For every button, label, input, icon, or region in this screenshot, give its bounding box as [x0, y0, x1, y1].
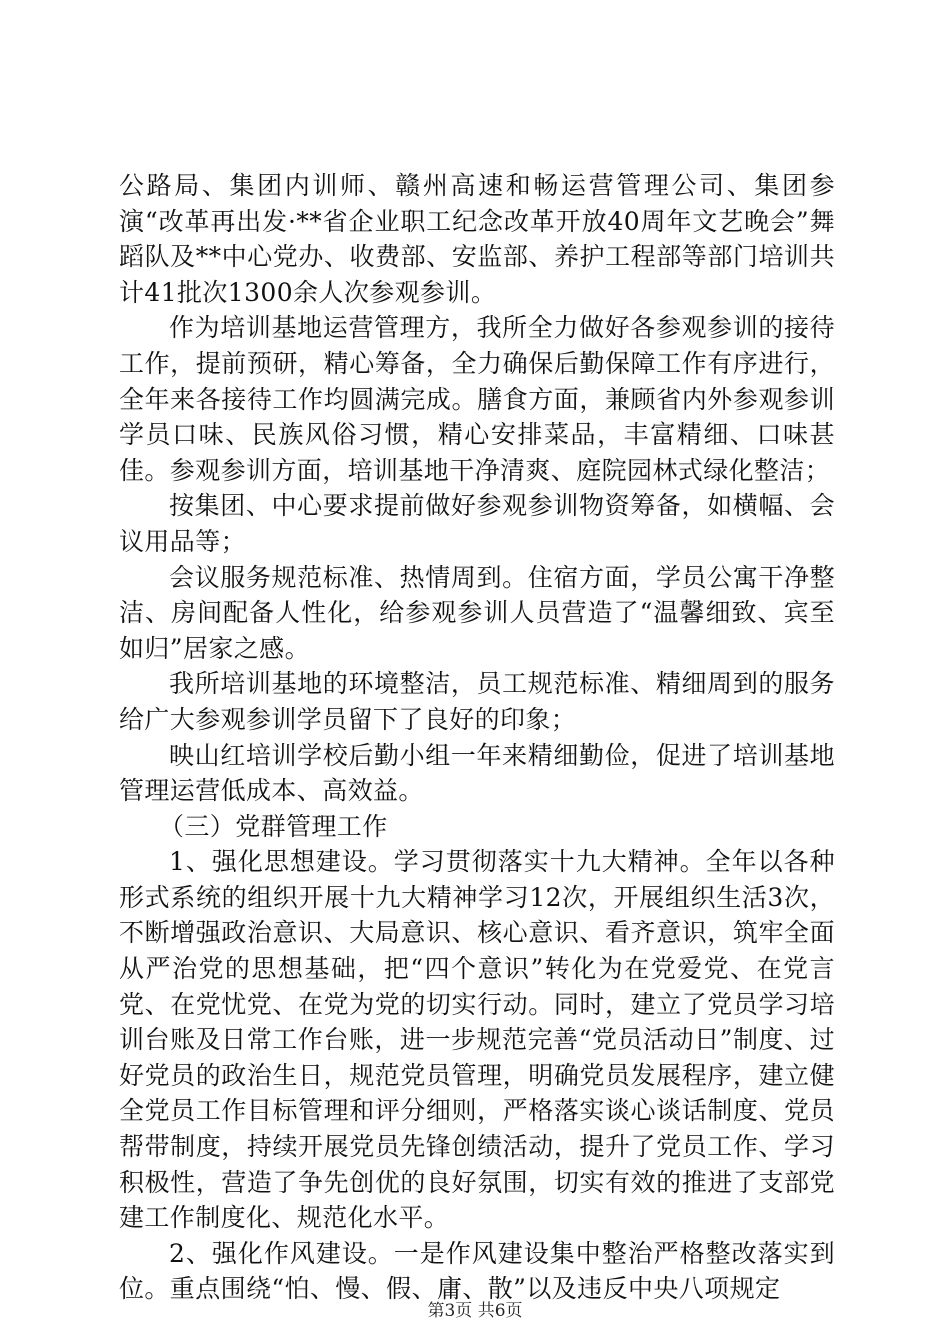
- page-number-footer: 第3页 共6页: [427, 1301, 523, 1321]
- paragraph-impression: 我所培训基地的环境整洁，员工规范标准、精细周到的服务给广大参观参训学员留下了良好的印象；: [119, 669, 835, 734]
- document-body: [119, 168, 835, 1307]
- paragraph-logistics-team: 映山红培训学校后勤小组一年来精细勤俭，促进了培训基地管理运营低成本、高效益。: [119, 740, 835, 806]
- paragraph-meeting-service: 会议服务规范标准、热情周到。住宿方面，学员公寓干净整洁、房间配备人性化，给参观参训人员营造了“温馨细致、宾至如归”居家之感。: [119, 562, 835, 663]
- paragraph-materials: 按集团、中心要求提前做好参观参训物资筹备，如横幅、会议用品等；: [119, 491, 835, 556]
- paragraph-work-style: 2、强化作风建设。一是作风建设集中整治严格整改落实到位。重点围绕“怕、慢、假、庸、散”以及违反中央八项规定: [119, 1238, 835, 1304]
- paragraph-ideology: 1、强化思想建设。学习贯彻落实十九大精神。全年以各种形式系统的组织开展十九大精神学习12次，开展组织生活3次，不断增强政治意识、大局意识、核心意识、看齐意识，筑牢全面从严治党的思想基础，把“四个意识”转化为在党爱党、在党言党、在党忧党、在党为党的切实行动。同时，建立了党员学习培训台账及日常工作台账，进一步规范完善“党员活动日”制度、过好党员的政治生日，规范党员管理，明确党员发展程序，建立健全党员工作目标管理和评分细则，严格落实谈心谈话制度、党员帮带制度，持续开展党员先锋创绩活动，提升了党员工作、学习积极性，营造了争先创优的良好氛围，切实有效的推进了支部党建工作制度化、规范化水平。: [119, 847, 835, 1233]
- paragraph-reception-work: 作为培训基地运营管理方，我所全力做好各参观参训的接待工作，提前预研，精心筹备，全力确保后勤保障工作有序进行，全年来各接待工作均圆满完成。膳食方面，兼顾省内外参观参训学员口味、民族风俗习惯，精心安排菜品，丰富精细、口味甚佳。参观参训方面，培训基地干净清爽、庭院园林式绿化整洁；: [119, 313, 835, 485]
- section-heading-party: （三）党群管理工作: [159, 811, 388, 841]
- paragraph-continuation: 公路局、集团内训师、赣州高速和畅运营管理公司、集团参演“改革再出发·**省企业职工纪念改革开放40周年文艺晚会”舞蹈队及**中心党办、收费部、安监部、养护工程部等部门培训共计41批次1300余人次参观参训。: [119, 171, 835, 307]
